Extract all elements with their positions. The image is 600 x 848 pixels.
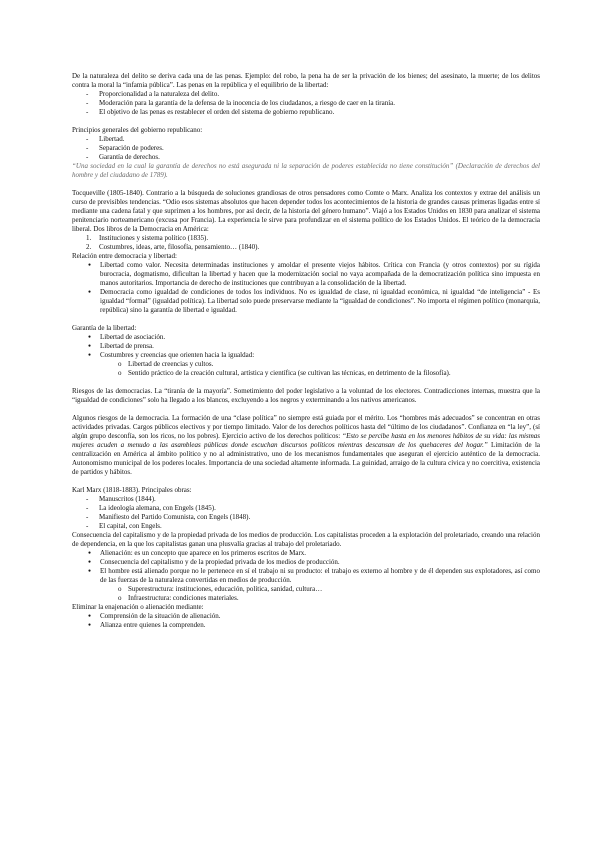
list-item: - Manifiesto del Partido Comunista, con Engels (1848). [72, 513, 540, 522]
list-item: ● Libertad de prensa. [72, 342, 540, 351]
tocqueville-paragraph: Tocqueville (1805-1840). Contrario a la búsqueda de soluciones grandiosas de otros pensadores como Comte o Marx. Analiza los contextos y extrae del análisis un curso de previsibles tendencias. “Odio esos sistemas absolutos que hacen depender todos los acontecimientos de la historia de grandes causas primeras ligadas entre sí mediante una cadena fatal y que suprimen a los hombres, por así decir, de la historia del género humano”. Viajó a los Estados Unidos en 1830 para analizar el sistema penitenciario norteamericano (excusa por Francia). La experiencia le sirve para profundizar en el sistema político de los Estados Unidos. El teórico de la democracia liberal. Dos libros de la Democracia en América: [72, 189, 540, 233]
books-list [72, 234, 540, 252]
list-item: ● Libertad como valor. Necesita determinadas instituciones y amoldar el presente viejos hábitos. Crítica con Francia (y otros contextos) por su rígida burocracia, dogmatismo, dificultan la libertad y hacen que la modernización social no vaya acompañada de la democratización política sino impuesta en manos autoritarios. Importancia de derecho de instituciones que contribuyan a la consolidación de la libertad. [72, 261, 540, 288]
declaration-quote: “Una sociedad en la cual la garantía de derechos no está asegurada ni la separación de poderes establecida no tiene constitución” (Declaración de derechos del hombre y del ciudadano de 1789). [72, 162, 540, 179]
some-risks-paragraph: Algunos riesgos de la democracia. La formación de una “clase política” no siempre está guiada por el mérito. Los “hombres más adecuados” se concentran en otras actividades privadas. Cargos públicos electivos y por tiempo limitado. Valor de los derechos políticos hasta del “último de los ciudadanos”. Confianza en “la ley”, (sí algún grupo desconfía, son los ricos, no los pobres). Ejercicio activo de los derechos políticos: “Esto se percibe hasta en los menores hábitos de su vida: las mismas mujeres acuden a menudo a las asambleas públicas donde escuchan discursos políticos mientras descansan de los quehaceres del hogar.” Limitación de la centralización en América al ámbito político y no al administrativo, uno de los mecanismos fundamentales que aseguran el ejercicio auténtico de la democracia. Autonomismo municipal de los poderes locales. Importancia de una sociedad altamente informada. La guinidad, arraigo de la cultura cívica y no coercitiva, existencia de partidos y hábitos. [72, 414, 540, 476]
structure-sublist [72, 585, 540, 603]
marx-paragraph: Consecuencia del capitalismo y de la propiedad privada de los medios de producción. Los capitalistas proceden a la explotación del proletariado, creando una relación de dependencia, en la que los capitalistas ganan una plusvalía gracias al trabajo del proletariado. [72, 531, 540, 548]
guarantee-sublist [72, 360, 540, 378]
list-item: ● Libertad de asociación. [72, 333, 540, 342]
list-item: ● El hombre está alienado porque no le pertenece en sí el trabajo ni su producto: el trabajo es externo al hombre y de él dependen sus explotadores, así como de las fuerzas de la naturaleza convertidas en medios de producción. [72, 567, 540, 585]
relation-heading: Relación entre democracia y libertad: [72, 252, 177, 260]
principles-heading: Principios generales del gobierno republicano: [72, 126, 203, 134]
list-item: - Libertad. [72, 135, 540, 144]
list-item: o Libertad de creencias y cultos. [72, 360, 540, 369]
list-item: - Separación de poderes. [72, 144, 540, 153]
eliminate-heading: Eliminar la enajenación o alienación mediante: [72, 603, 204, 611]
list-item: ● Comprensión de la situación de alienación. [72, 612, 540, 621]
penalties-list [72, 90, 540, 117]
list-item: ● Alianza entre quienes la comprenden. [72, 621, 540, 630]
alienation-list [72, 549, 540, 585]
women-quote: “Esto se percibe hasta en los menores hábitos de su vida: las mismas mujeres acuden a menudo a las asambleas públicas donde escuchan discursos políticos mientras descansan de los quehaceres del hogar.” [72, 432, 540, 449]
list-item: ● Consecuencia del capitalismo y de la propiedad privada de los medios de producción. [72, 558, 540, 567]
risks-paragraph: Riesgos de las democracias. La “tiranía de la mayoría”. Sometimiento del poder legislativo a la voluntad de los electores. Contradicciones internas, muestra que la “igualdad de condiciones” solo ha llegado a los blancos, excluyendo a los negros y exterminando a los nativos americanos. [72, 387, 540, 404]
guarantee-list [72, 333, 540, 360]
list-item: - Manuscritos (1844). [72, 495, 540, 504]
intro-paragraph: De la naturaleza del delito se deriva cada una de las penas. Ejemplo: del robo, la pena ha de ser la privación de los bienes; del asesinato, la muerte; de los delitos contra la moral la “infamia pública”. Las penas en la república y el equilibrio de la libertad: [72, 72, 540, 89]
works-list [72, 495, 540, 531]
list-item: 2. Costumbres, ideas, arte, filosofía, pensamiento… (1840). [86, 243, 260, 251]
list-item: o Infraestructura: condiciones materiales. [72, 594, 540, 603]
list-item: 1. Instituciones y sistema político (1835). [86, 234, 209, 242]
list-item: - El capital, con Engels. [72, 522, 540, 531]
list-item: ● Alienación: es un concepto que aparece en los primeros escritos de Marx. [72, 549, 540, 558]
list-item: o Sentido práctico de la creación cultural, artística y científica (se cultivan las técnicas, en detrimento de la filosofía). [72, 369, 540, 378]
relation-list [72, 261, 540, 315]
marx-heading: Karl Marx (1818-1883). Principales obras: [72, 486, 192, 494]
eliminate-list [72, 612, 540, 630]
principles-list [72, 135, 540, 162]
list-item: ● Democracia como igualdad de condiciones de todos los individuos. No es igualdad de clase, ni igualdad económica, ni igualdad “de inteligencia” - Es igualdad “formal” (igualdad política). La libertad solo puede preservarse mediante la “igualdad de condiciones”. No importa el régimen político (monarquía, república) sino la garantía de libertad e igualdad. [72, 288, 540, 315]
list-item: - Garantía de derechos. [72, 153, 540, 162]
list-item: - Moderación para la garantía de la defensa de la inocencia de los ciudadanos, a riesgo de caer en la tiranía. [72, 99, 540, 108]
list-item: ● Costumbres y creencias que orienten hacia la igualdad: [72, 351, 540, 360]
list-item: - La ideología alemana, con Engels (1845). [72, 504, 540, 513]
list-item: - El objetivo de las penas es restablecer el orden del sistema de gobierno republicano. [72, 108, 540, 117]
list-item: o Superestructura: instituciones, educación, política, sanidad, cultura… [72, 585, 540, 594]
list-item: - Proporcionalidad a la naturaleza del delito. [72, 90, 540, 99]
guarantee-heading: Garantía de la libertad: [72, 324, 137, 332]
